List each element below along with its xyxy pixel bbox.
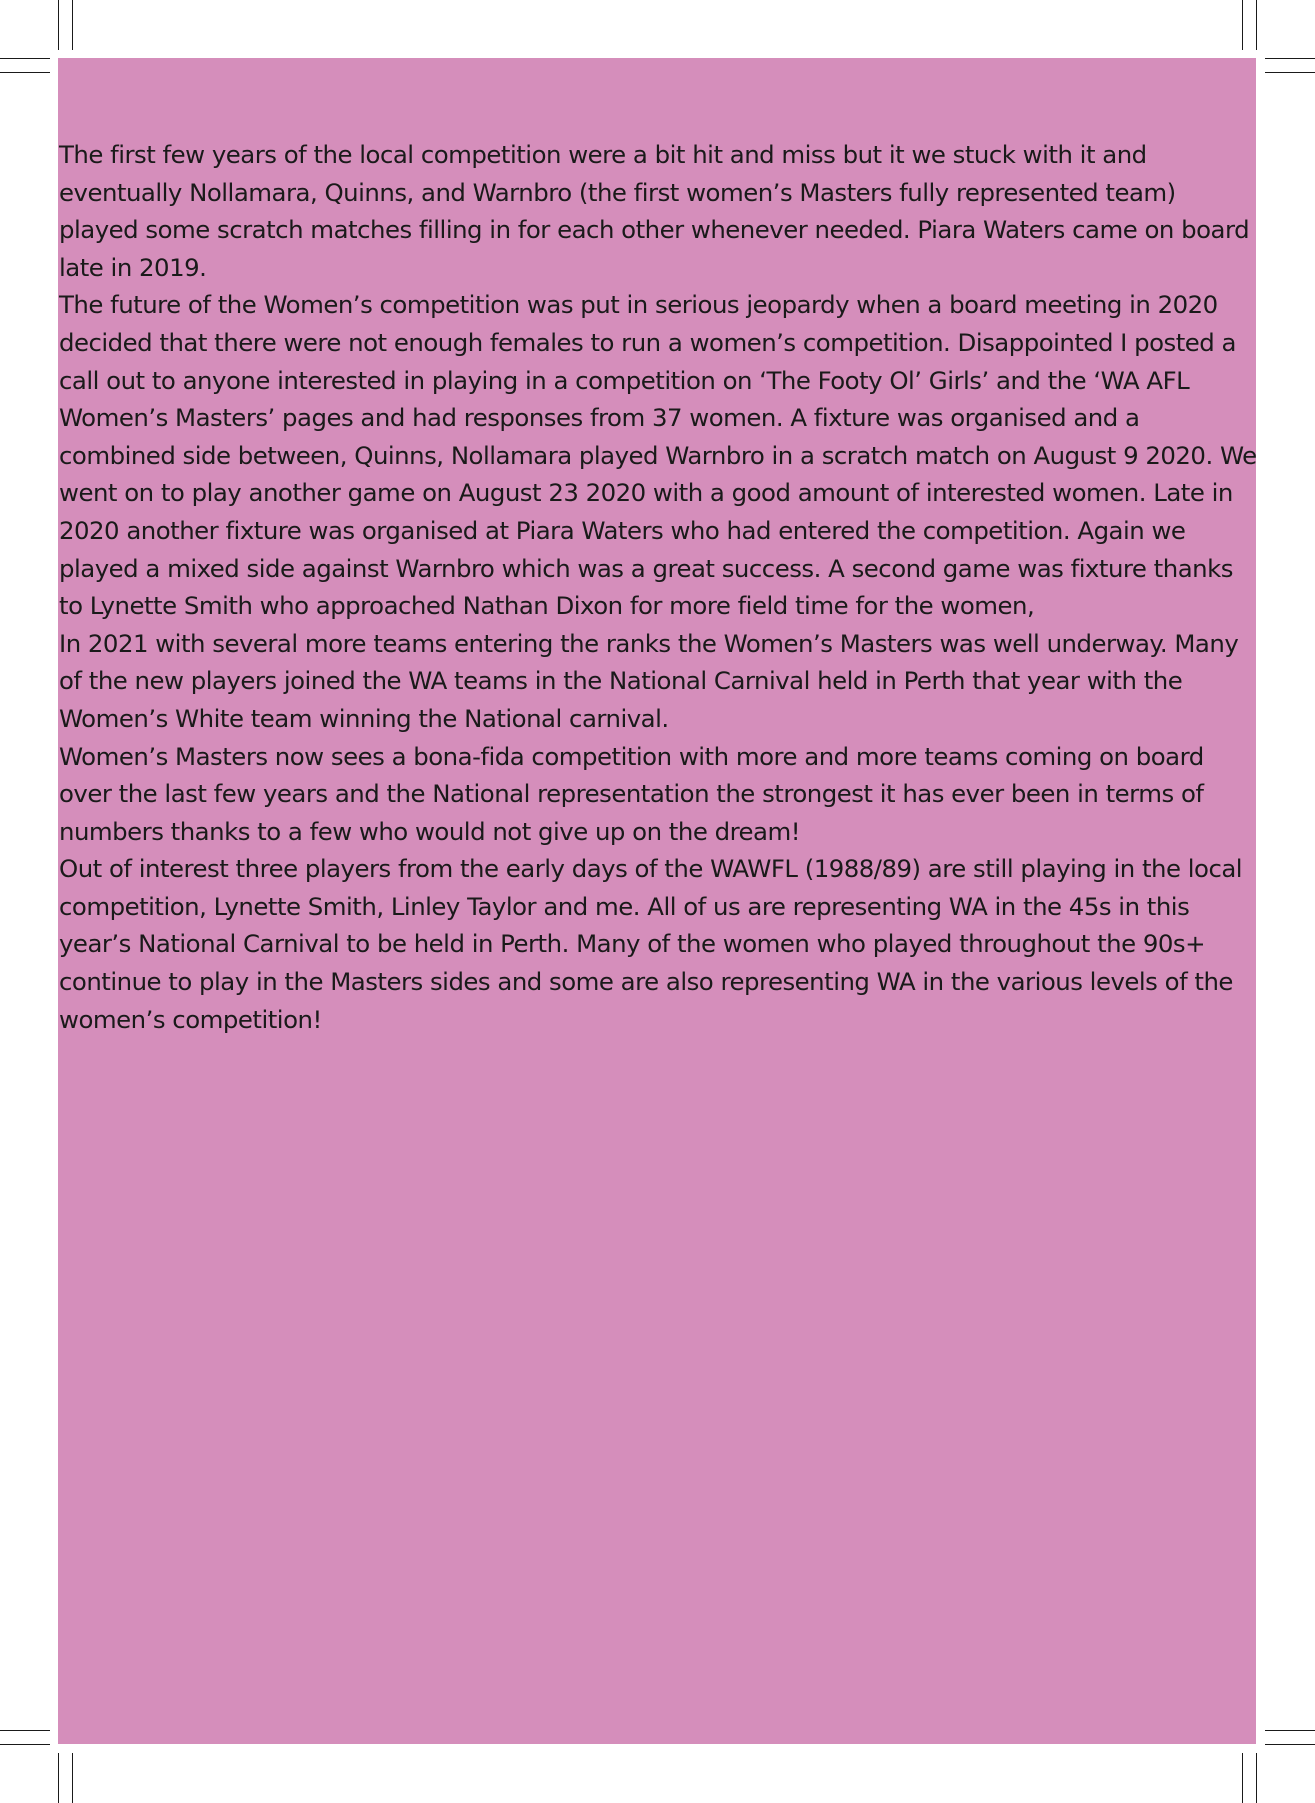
crop-mark-bottom-left-horizontal-inner (0, 1730, 50, 1731)
crop-mark-bottom-right-vertical-inner (1242, 1753, 1243, 1803)
paragraph-1: The first few years of the local competition were a bit hit and miss but it we stuck with it and eventually Nollamara, Quinns, and Warnbro (the first women’s Masters fully represented team) played some scratch matches filling in for each other whenever needed. Piara Waters came on board late in 2019. (59, 140, 1250, 282)
crop-mark-top-left-vertical-inner (72, 0, 73, 50)
crop-mark-bottom-right-vertical-outer (1256, 1753, 1257, 1803)
paragraph-2: The future of the Women’s competition was put in serious jeopardy when a board meeting in 2020 decided that there were not enough females to run a women’s competition. Disappointed I posted a call out to anyone interested in playing in a competition on ‘The Footy Ol’ Girls’ and the ‘WA AFL Women’s Masters’ pages and had responses from 37 women. A fixture was organised and a combined side between, Quinns, Nollamara played Warnbro in a scratch match on August 9 2020. We went on to play another game on August 23 2020 with a good amount of interested women. Late in 2020 another fixture was organised at Piara Waters who had entered the competition. Again we played a mixed side against Warnbro which was a great success. A second game was fixture thanks to Lynette Smith who approached Nathan Dixon for more field time for the women, (59, 290, 1257, 621)
paragraph-5: Out of interest three players from the early days of the WAWFL (1988/89) are still playing in the local competition, Lynette Smith, Linley Taylor and me. All of us are representing WA in the 45s in this year’s National Carnival to be held in Perth. Many of the women who played throughout the 90s+ continue to play in the Masters sides and some are also representing WA in the various levels of the women’s competition! (59, 854, 1243, 1034)
crop-mark-top-left-vertical-outer (58, 0, 59, 50)
crop-mark-bottom-right-horizontal-inner (1265, 1730, 1315, 1731)
paragraph-4: Women’s Masters now sees a bona-fida competition with more and more teams coming on board over the last few years and the National representation the strongest it has ever been in terms of numbers thanks to a few who would not give up on the dream! (59, 741, 1204, 846)
crop-mark-top-left-horizontal-outer (0, 58, 50, 59)
crop-mark-bottom-left-vertical-inner (72, 1753, 73, 1803)
crop-mark-top-right-vertical-inner (1242, 0, 1243, 50)
crop-mark-bottom-left-vertical-outer (58, 1753, 59, 1803)
crop-mark-bottom-left-horizontal-outer (0, 1744, 50, 1745)
crop-mark-top-right-vertical-outer (1256, 0, 1257, 50)
crop-mark-bottom-right-horizontal-outer (1265, 1744, 1315, 1745)
paragraph-3: In 2021 with several more teams entering the ranks the Women’s Masters was well underway. Many of the new players joined the WA teams in the National Carnival held in Perth that year with the Women’s White team winning the National carnival. (59, 628, 1239, 733)
body-text (59, 136, 1259, 1038)
crop-mark-top-right-horizontal-outer (1265, 58, 1315, 59)
crop-mark-top-left-horizontal-inner (0, 72, 50, 73)
crop-mark-top-right-horizontal-inner (1265, 72, 1315, 73)
